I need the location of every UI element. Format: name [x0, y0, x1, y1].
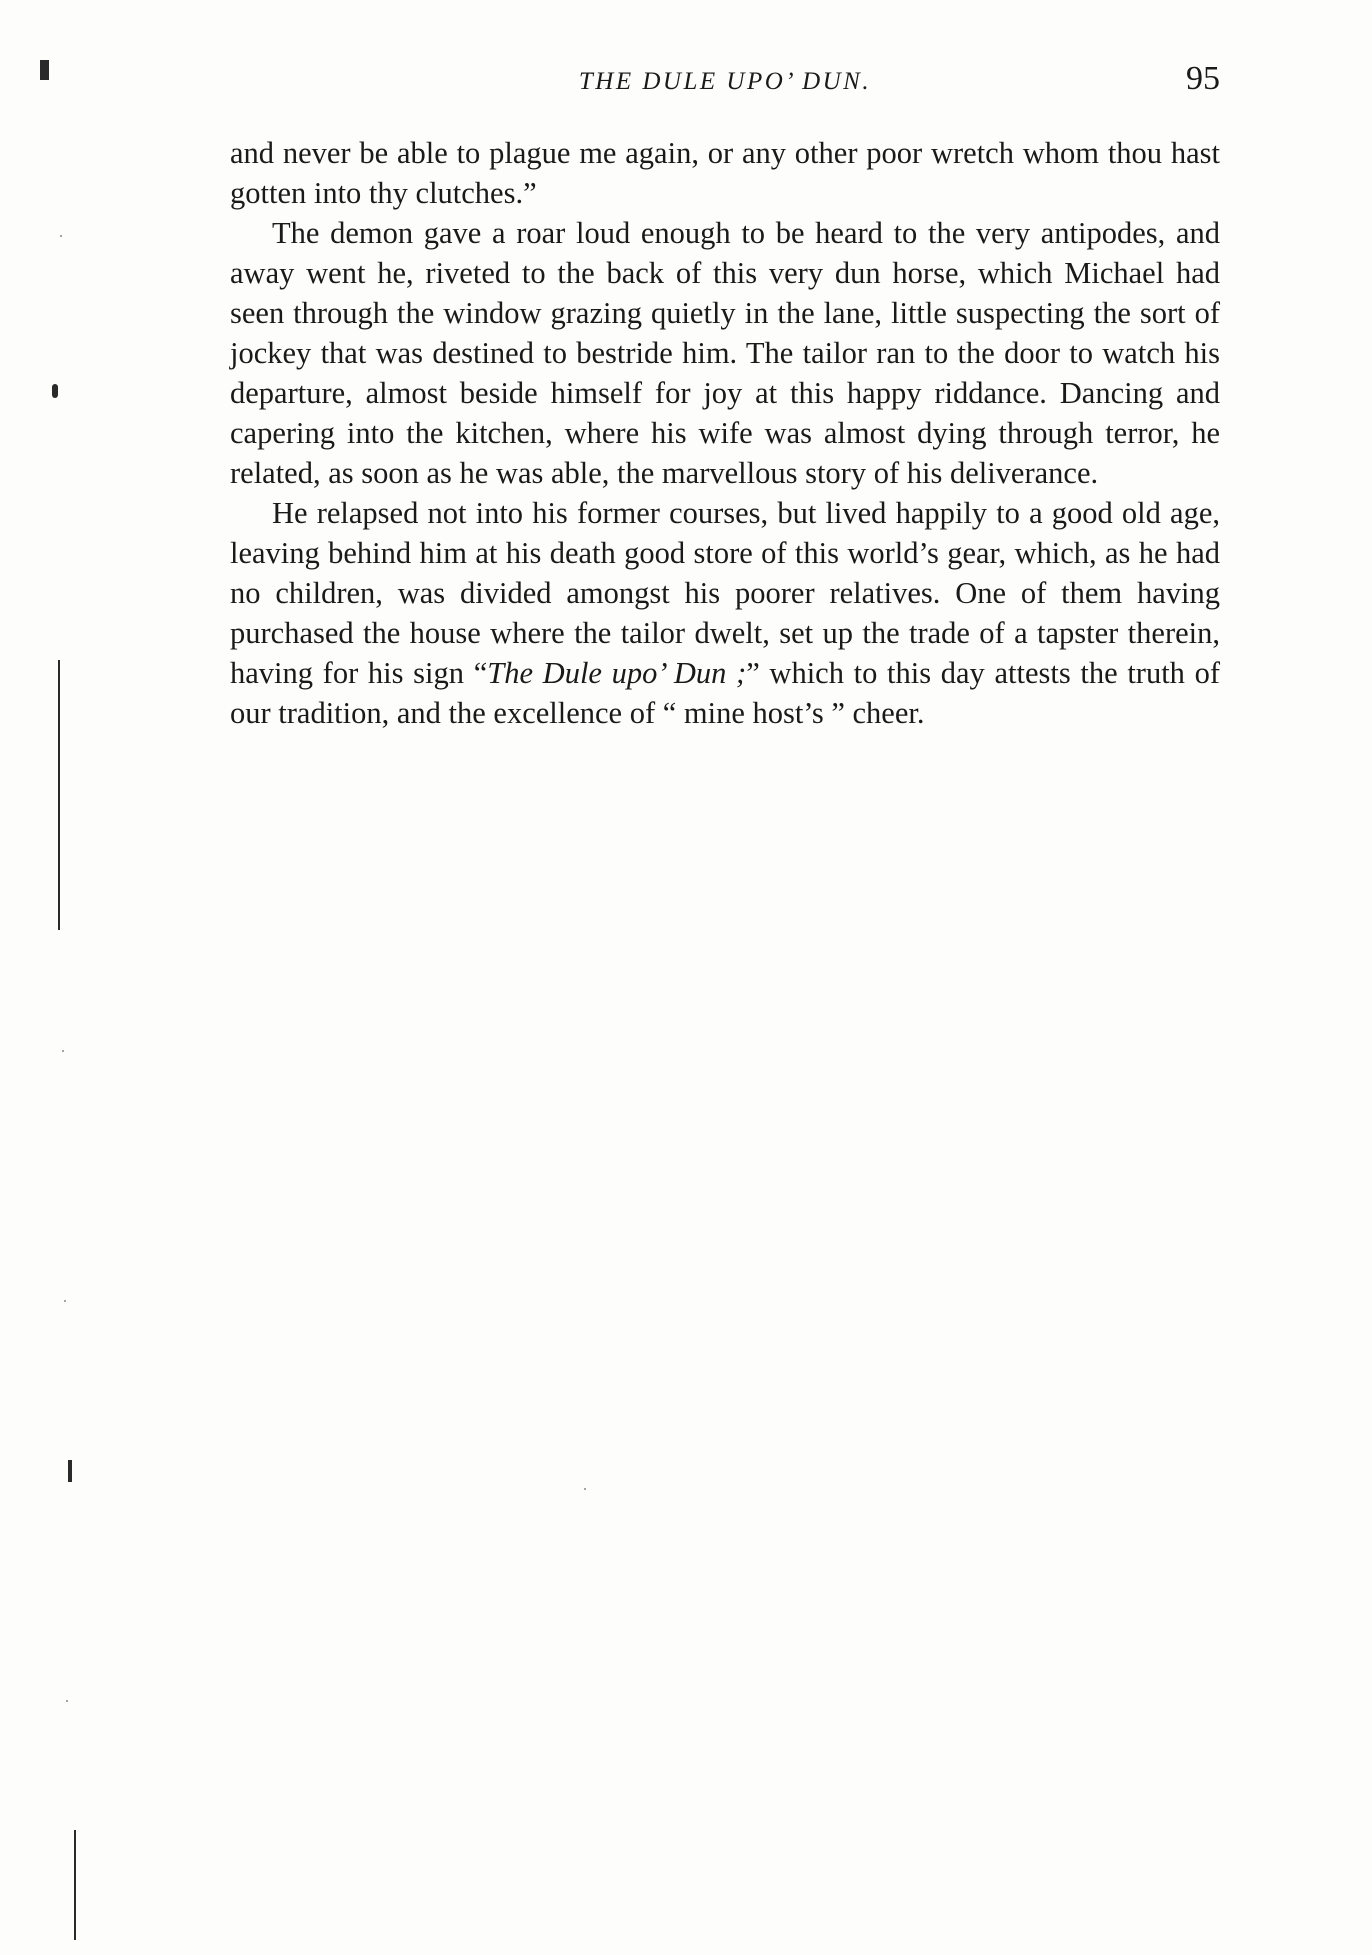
margin-speck	[584, 1488, 586, 1490]
margin-mark-upper	[52, 384, 58, 398]
paragraph-3	[230, 493, 1220, 733]
margin-rule-bottom	[74, 1830, 76, 1940]
page-number: 95	[1186, 60, 1220, 97]
body-text	[230, 133, 1220, 733]
running-head	[230, 60, 1220, 110]
margin-speck	[64, 1300, 66, 1302]
running-title: THE DULE UPO’ DUN.	[578, 68, 872, 95]
margin-speck	[66, 1700, 68, 1702]
margin-mark-top	[40, 60, 49, 80]
margin-speck	[62, 1050, 64, 1052]
margin-speck	[60, 235, 62, 237]
paragraph-2: The demon gave a roar loud enough to be heard to the very antipodes, and away went he, riveted to the back of this very dun horse, which Michael had seen through the window grazing quietly in the lane, little suspecting the sort of jockey that was destined to bestride him. The tailor ran to the door to watch his departure, almost beside himself for joy at this happy riddance. Dancing and capering into the kitchen, where his wife was almost dying through terror, he related, as soon as he was able, the marvellous story of his deliverance.	[230, 216, 1220, 490]
margin-rule-long	[58, 660, 60, 930]
inn-sign-name: The Dule upo’ Dun ;	[487, 656, 747, 690]
margin-mark-middle	[68, 1460, 72, 1482]
paragraph-1: and never be able to plague me again, or any other poor wretch whom thou hast gotten into thy clutches.”	[230, 136, 1220, 210]
paragraph-3-text-after: ” which to this day attests the truth of our tradition, and the excellence of “ mine host’s ” cheer.	[230, 656, 1220, 730]
paragraph-3-text-before: He relapsed not into his former courses, but lived happily to a good old age, leaving behind him at his death good store of this world’s gear, which, as he had no children, was divided amongst his poorer relatives. One of them having purchased the house where the tailor dwelt, set up the trade of a tapster therein, having for his sign “	[230, 496, 1220, 690]
